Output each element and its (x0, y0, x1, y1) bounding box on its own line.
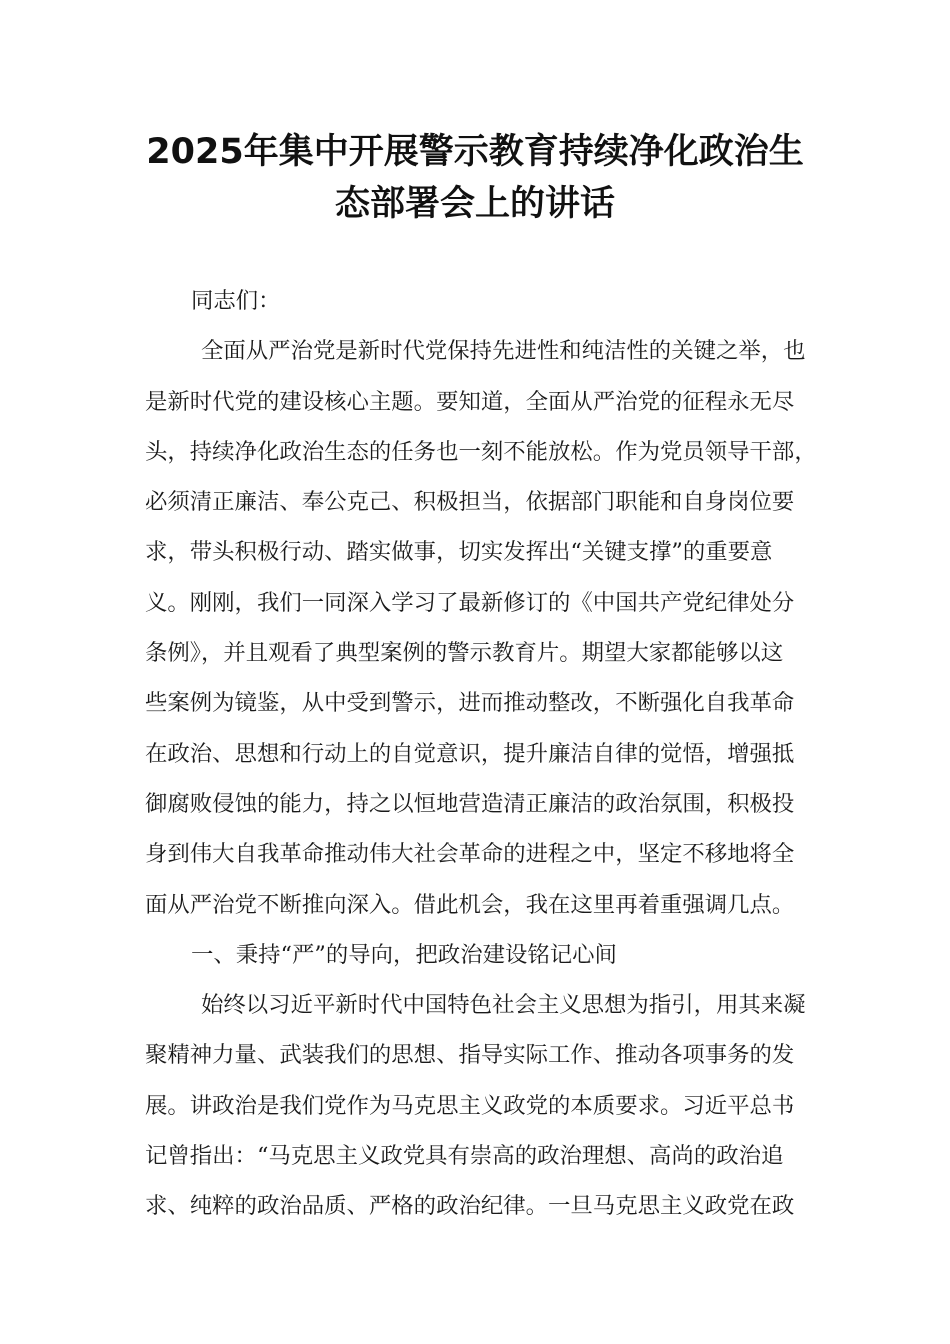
paragraph-line: 身到伟大自我革命推动伟大社会革命的进程之中，坚定不移地将全 (145, 841, 795, 868)
paragraph-line: 求，带头积极行动、踏实做事，切实发挥出“关键支撑”的重要意 (145, 539, 773, 566)
paragraph-line: 记曾指出：“马克思主义政党具有崇高的政治理想、高尚的政治追 (145, 1143, 784, 1170)
section-heading: 一、秉持“严”的导向，把政治建设铭记心间 (191, 941, 617, 968)
paragraph-line: 条例》，并且观看了典型案例的警示教育片。期望大家都能够以这 (145, 640, 784, 667)
paragraph-line: 展。讲政治是我们党作为马克思主义政党的本质要求。习近平总书 (145, 1092, 795, 1119)
paragraph-line: 始终以习近平新时代中国特色社会主义思想为指引，用其来凝 (201, 992, 806, 1019)
paragraph-line: 御腐败侵蚀的能力，持之以恒地营造清正廉洁的政治氛围，积极投 (145, 790, 795, 817)
paragraph-line: 是新时代党的建设核心主题。要知道，全面从严治党的征程永无尽 (145, 388, 795, 415)
title-line: 2025年集中开展警示教育持续净化政治生 (146, 132, 804, 172)
paragraph-line: 必须清正廉洁、奉公克己、积极担当，依据部门职能和自身岗位要 (145, 489, 795, 516)
paragraph-line: 全面从严治党是新时代党保持先进性和纯洁性的关键之举，也 (201, 338, 806, 365)
paragraph-line: 求、纯粹的政治品质、严格的政治纪律。一旦马克思主义政党在政 (145, 1193, 795, 1220)
paragraph-line: 聚精神力量、武装我们的思想、指导实际工作、推动各项事务的发 (145, 1042, 795, 1069)
paragraph-line: 面从严治党不断推向深入。借此机会，我在这里再着重强调几点。 (145, 891, 795, 918)
salutation: 同志们： (191, 288, 281, 314)
document-title (120, 126, 830, 230)
paragraph-line: 些案例为镜鉴，从中受到警示，进而推动整改，不断强化自我革命 (145, 690, 795, 717)
paragraph-line: 义。刚刚，我们一同深入学习了最新修订的《中国共产党纪律处分 (145, 589, 795, 616)
title-line: 态部署会上的讲话 (334, 184, 615, 224)
document-body (145, 276, 825, 1232)
paragraph-line: 头，持续净化政治生态的任务也一刻不能放松。作为党员领导干部， (145, 438, 817, 465)
paragraph-line: 在政治、思想和行动上的自觉意识，提升廉洁自律的觉悟，增强抵 (145, 740, 795, 767)
